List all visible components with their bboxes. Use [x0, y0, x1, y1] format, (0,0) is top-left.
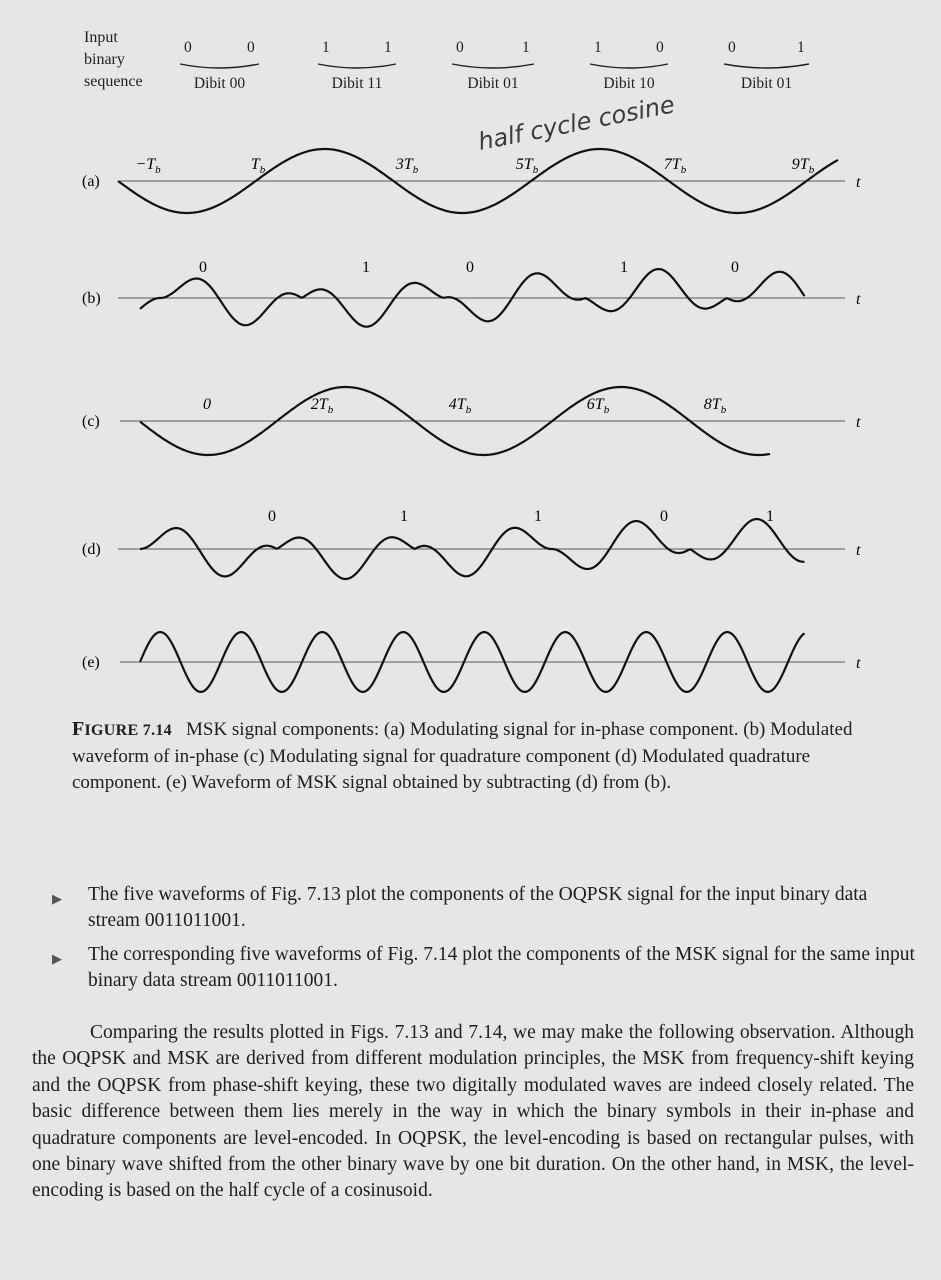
dibit-bit: 0 — [728, 39, 736, 56]
row-mark: $3T_b$ — [395, 156, 419, 176]
dibit-bit: 1 — [384, 39, 392, 56]
row-mark-subscript: b — [412, 164, 419, 176]
input-label-line-2: binary — [84, 51, 125, 68]
dibit-bit: 0 — [456, 39, 464, 56]
row-label: (b) — [82, 290, 101, 307]
waveform-row-a — [82, 149, 861, 213]
bullet-item — [52, 882, 916, 934]
dibit-bit: 0 — [656, 39, 664, 56]
waveform-rows — [82, 149, 861, 692]
dibit-bit: 1 — [797, 39, 805, 56]
bullet-text: The five waveforms of Fig. 7.13 plot the components of the OQPSK signal for the input binary data stream 0011011001. — [88, 884, 868, 931]
input-label-line-3: sequence — [84, 73, 143, 90]
figure-caption — [72, 716, 892, 796]
waveform-row-d — [82, 508, 861, 579]
row-mark: 0 — [203, 396, 211, 413]
triangle-bullet-icon: ▶ — [52, 951, 62, 966]
dibit-brace — [318, 64, 396, 68]
input-label-line-1: Input — [84, 29, 118, 46]
handwritten-note: half cycle cosine — [475, 90, 677, 156]
dibit-bit: 0 — [247, 39, 255, 56]
dibit-brace — [724, 64, 809, 68]
row-mark-subscript: b — [603, 404, 610, 416]
input-sequence-label — [84, 29, 143, 90]
row-mark-subscript: b — [532, 164, 539, 176]
dibit-brace — [590, 64, 668, 68]
dibit-bit: 1 — [594, 39, 602, 56]
row-mark-subscript: b — [808, 164, 815, 176]
waveform-row-e — [82, 632, 861, 692]
bullet-item — [52, 942, 916, 994]
row-mark-subscript: b — [155, 164, 161, 176]
dibit-labels — [180, 39, 809, 92]
row-mark: $2T_b$ — [310, 396, 334, 416]
row-mark: 0 — [268, 508, 276, 525]
row-mark: $6T_b$ — [586, 396, 610, 416]
waveform-row-c — [82, 387, 861, 455]
dibit-label: Dibit 01 — [467, 75, 519, 92]
dibit-label: Dibit 11 — [331, 75, 383, 92]
body-paragraph: Comparing the results plotted in Figs. 7.13 and 7.14, we may make the following observation. Although the OQPSK and MSK are derived from different modulation principles, the MSK from frequency-shift keying and the OQPSK from phase-shift keying, these two digitally modulated waves are indeed closely related. The basic difference between them lies merely in the way in which the binary symbols in their in-phase and quadrature components are level-encoded. In OQPSK, the level-encoding is based on rectangular pulses, with one binary wave shifted from the other binary wave by one bit duration. On the other hand, in MSK, the level-encoding is based on the half cycle of a cosinusoid. — [32, 1022, 914, 1202]
dibit-bit: 0 — [184, 39, 192, 56]
time-axis-label: t — [856, 542, 861, 559]
row-mark: $8T_b$ — [703, 396, 727, 416]
dibit-label: Dibit 01 — [740, 75, 793, 92]
row-mark: 1 — [362, 259, 370, 276]
row-label: (d) — [82, 541, 101, 558]
row-mark-subscript: b — [465, 404, 472, 416]
row-mark-subscript: b — [720, 404, 727, 416]
row-mark: 0 — [199, 259, 207, 276]
row-mark: 0 — [466, 259, 474, 276]
row-mark: $7T_b$ — [663, 156, 687, 176]
row-mark-subscript: b — [680, 164, 687, 176]
dibit-label: Dibit 10 — [603, 75, 655, 92]
row-label: (c) — [82, 413, 100, 430]
time-axis-label: t — [856, 655, 861, 672]
time-axis-label: t — [856, 414, 861, 431]
triangle-bullet-icon: ▶ — [52, 891, 62, 906]
time-axis-label: t — [856, 291, 861, 308]
bullet-list — [52, 882, 916, 1002]
row-mark: $-T_b$ — [135, 156, 161, 176]
caption-text: MSK signal components: (a) Modulating signal for in-phase component. (b) Modulated waveform of in-phase (c) Modulating signal for quadrature component (d) Modulated quadrature component. (e) Waveform of MSK signal obtained by subtracting (d) from (b). — [72, 719, 853, 793]
row-mark: 0 — [660, 508, 668, 525]
row-mark: $5T_b$ — [515, 156, 539, 176]
bullet-text: The corresponding five waveforms of Fig. 7.14 plot the components of the MSK signal for the same input binary data stream 0011011001. — [88, 944, 915, 991]
row-mark: $T_b$ — [250, 156, 266, 176]
row-mark-subscript: b — [259, 164, 266, 176]
dibit-brace — [452, 64, 534, 68]
caption-label: FIGURE 7.14 — [72, 718, 172, 740]
row-mark: 1 — [400, 508, 408, 525]
row-label: (a) — [82, 173, 100, 190]
row-mark: 1 — [620, 259, 628, 276]
dibit-bit: 1 — [522, 39, 530, 56]
row-mark: 0 — [731, 259, 739, 276]
time-axis-label: t — [856, 174, 861, 191]
dibit-brace — [180, 64, 259, 68]
row-mark: 1 — [766, 508, 774, 525]
row-label: (e) — [82, 654, 100, 671]
row-mark: $4T_b$ — [448, 396, 472, 416]
waveform-row-b — [82, 259, 861, 327]
row-mark-subscript: b — [327, 404, 334, 416]
dibit-label: Dibit 00 — [193, 75, 246, 92]
row-mark: 1 — [534, 508, 542, 525]
dibit-bit: 1 — [322, 39, 330, 56]
row-mark: $9T_b$ — [791, 156, 815, 176]
